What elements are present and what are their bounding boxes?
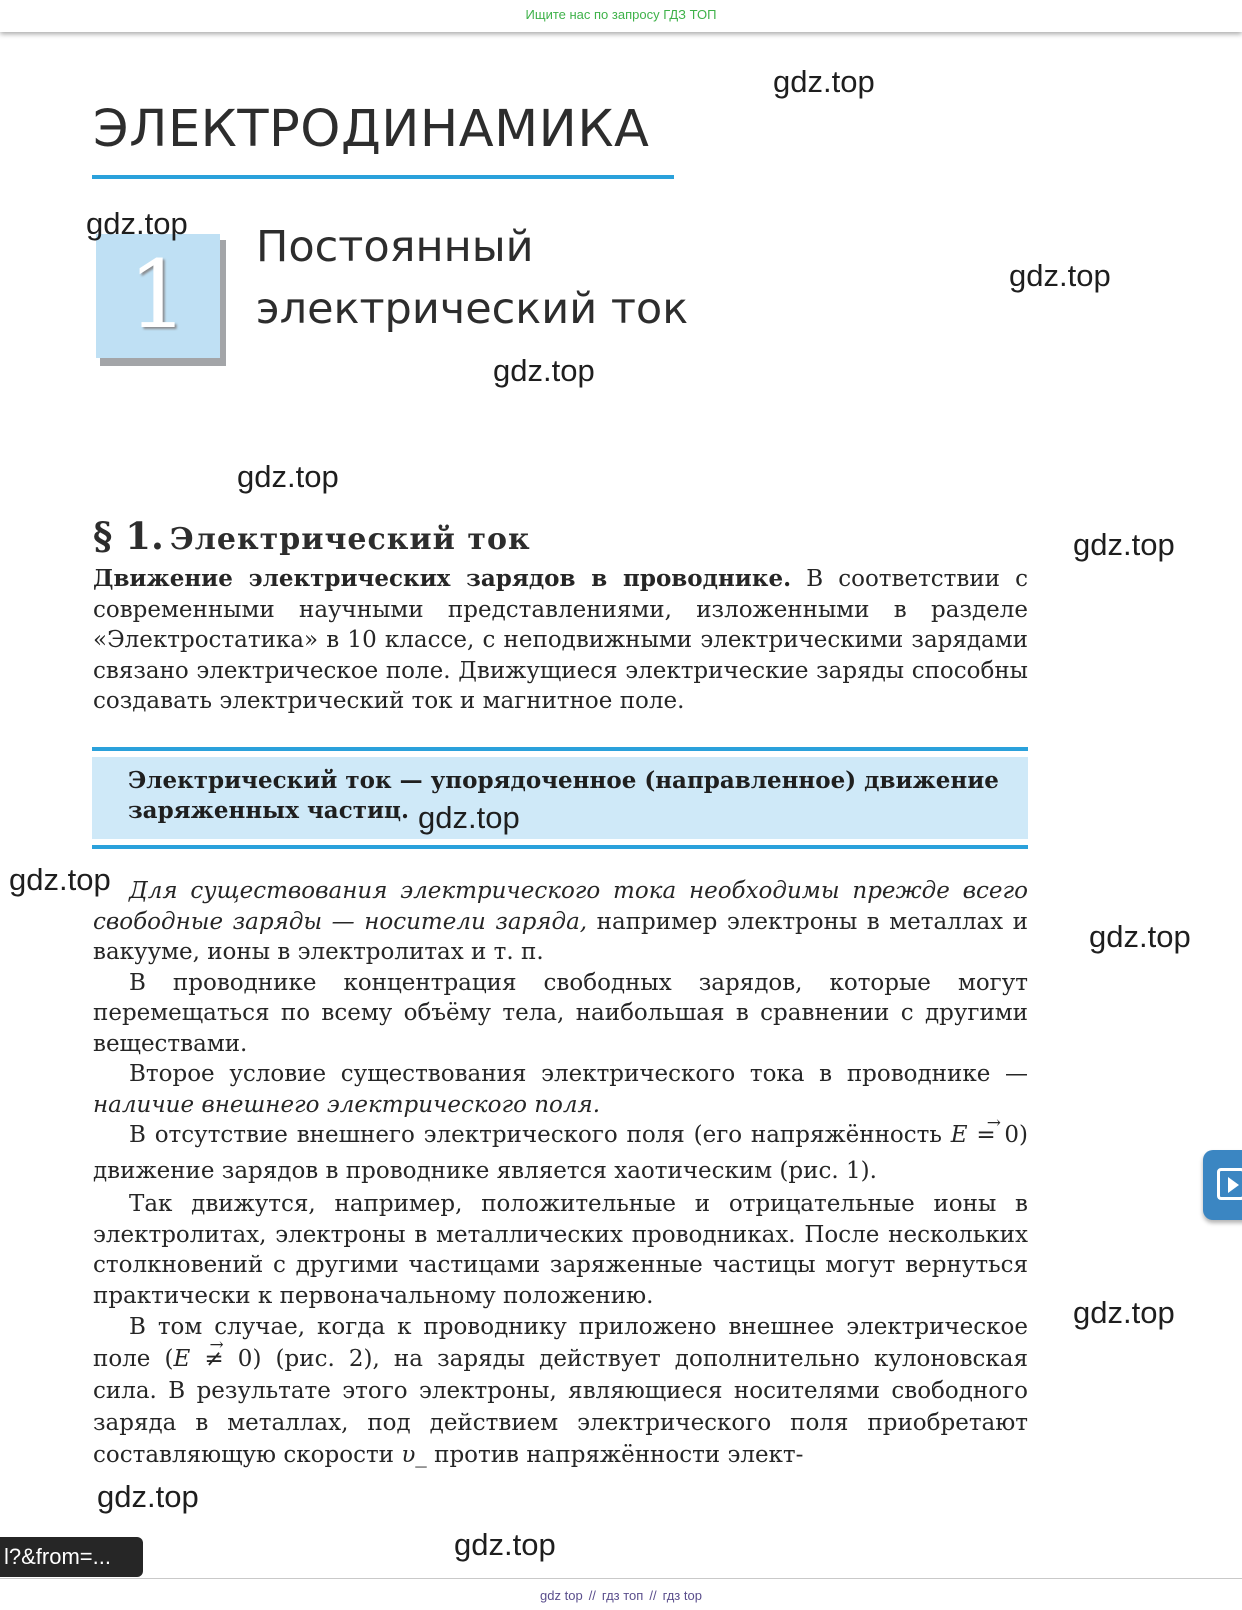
paragraph-7-before: В том случае, когда к проводнику приложено внешнее электрическое поле (: [93, 1314, 1028, 1372]
title-underline: [92, 175, 674, 179]
section-heading: [93, 514, 531, 558]
watermark: gdz.top: [454, 1527, 556, 1562]
video-side-button[interactable]: [1203, 1150, 1242, 1220]
footer-links: [0, 1588, 1242, 1603]
section-number: § 1.: [93, 514, 164, 558]
paragraph-4-text: Второе условие существования электрического тока в проводнике —: [129, 1061, 1028, 1087]
paragraph-4-italic: наличие внешнего электрического поля.: [93, 1091, 601, 1118]
footer-link[interactable]: gdz top: [540, 1588, 583, 1603]
vector-e-symbol: → E: [951, 1122, 968, 1148]
section-title: Электрический ток: [169, 522, 531, 557]
watermark: gdz.top: [418, 800, 520, 835]
paragraph-7-neq: ≠ 0): [190, 1346, 262, 1372]
paragraph-5-after: = 0) движение зарядов в проводнике является хаотическим (рис. 1).: [93, 1122, 1029, 1184]
watermark: gdz.top: [1089, 919, 1191, 954]
paragraph-7-after: против напряжённости элект-: [426, 1442, 804, 1468]
paragraph-2-italic: Для существования электрического тока необходимы прежде всего свободные заряды — носители заряда,: [93, 878, 1028, 935]
chapter-title-line1: Постоянный: [256, 222, 534, 272]
body-text: [93, 876, 1028, 1471]
footer-separator: //: [649, 1588, 657, 1603]
url-pill[interactable]: l?&from=...: [0, 1537, 143, 1577]
watermark: gdz.top: [1073, 527, 1175, 562]
watermark: gdz.top: [1009, 258, 1111, 293]
paragraph-2-text: например электроны в металлах и вакууме, ионы в электролитах и т. п.: [93, 908, 1028, 965]
chapter-number: 1: [128, 241, 188, 350]
paragraph-1-lead: Движение электрических зарядов в проводнике.: [93, 565, 792, 592]
velocity-subscript: _: [415, 1442, 427, 1468]
paragraph-1-text: В соответствии с современными научными представлениями, изложенными в разделе «Электростатика» в 10 классе, с неподвижными электрическими зарядами связано электрическое поле. Движущиеся электрические заряды способны создавать электрический ток и магнитное поле.: [93, 566, 1028, 714]
footer-link[interactable]: гдз топ: [601, 1588, 644, 1603]
top-banner-text: Ищите нас по запросу ГДЗ ТОП: [525, 7, 717, 22]
watermark: gdz.top: [237, 459, 339, 494]
footer-divider: [0, 1578, 1242, 1579]
paragraph-5-before: В отсутствие внешнего электрического поля (его напряжённость: [129, 1122, 951, 1148]
paragraph-3: В проводнике концентрация свободных зарядов, которые могут перемещаться по всему объёму тела, наибольшая в сравнении с другими веществами.: [93, 969, 1028, 1057]
watermark: gdz.top: [493, 353, 595, 388]
paragraph-7-middle: (рис. 2), на заряды действует дополнительно кулоновская сила. В результате этого электроны, являющиеся носителями свободного заряда в металлах, под действием электрического поля приобретают составляющую скорости: [93, 1346, 1028, 1468]
watermark: gdz.top: [86, 206, 188, 241]
part-title: ЭЛЕКТРОДИНАМИКА: [93, 100, 650, 159]
velocity-symbol: υ: [401, 1442, 416, 1468]
paragraph-6: Так движутся, например, положительные и отрицательные ионы в электролитах, электроны в металлических проводниках. После нескольких столкновений с другими частицами заряженные частицы могут вернуться практически к первоначальному положению.: [93, 1191, 1028, 1309]
watermark: gdz.top: [9, 862, 111, 897]
footer-link[interactable]: гдз top: [662, 1588, 702, 1603]
definition-text: Электрический ток — упорядоченное (направленное) движение заряженных частиц.: [128, 767, 999, 824]
watermark: gdz.top: [1073, 1295, 1175, 1330]
definition-rule-bottom: [92, 845, 1028, 849]
top-banner: [0, 0, 1242, 32]
vector-e-symbol-2: → E: [174, 1346, 191, 1372]
footer-separator: //: [588, 1588, 596, 1603]
chapter-title-line2: электрический ток: [256, 284, 689, 334]
paragraph-1: [93, 564, 1028, 717]
watermark: gdz.top: [97, 1479, 199, 1514]
play-video-icon: [1217, 1168, 1242, 1200]
watermark: gdz.top: [773, 64, 875, 99]
definition-rule-top: [92, 747, 1028, 751]
